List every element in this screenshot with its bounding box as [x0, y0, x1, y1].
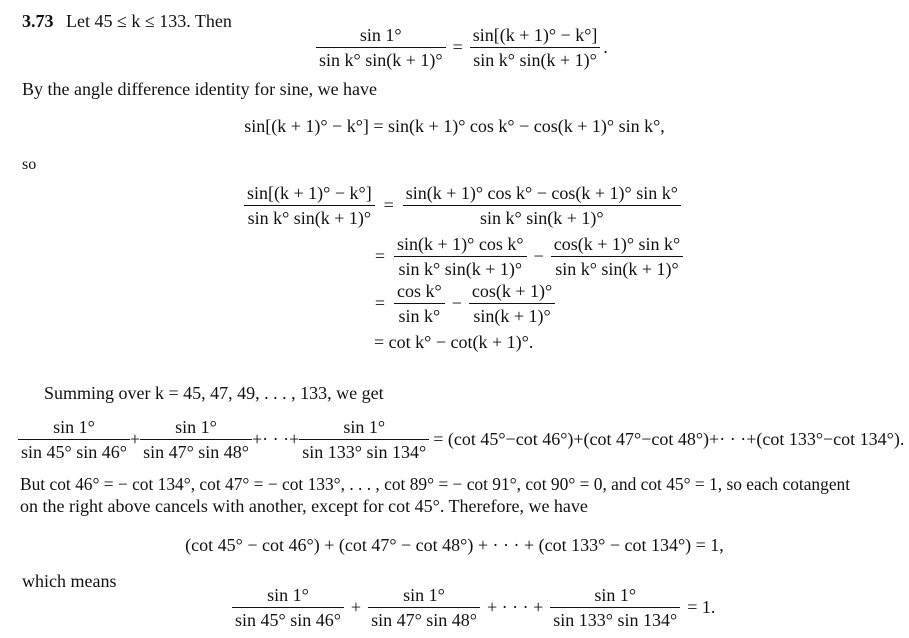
eq1-rhs-numerator: sin[(k + 1)° − k°] — [470, 25, 601, 48]
sum-t2-den: sin 47° sin 48° — [143, 442, 249, 462]
eq1-lhs-denominator: sin k° sin(k + 1)° — [319, 50, 443, 70]
chain-r1-lhs-den: sin k° sin(k + 1)° — [247, 208, 372, 228]
final-dots: + · · · + — [487, 597, 544, 617]
chain-r2-equals: = — [374, 246, 386, 266]
chain-row-1 — [241, 183, 684, 228]
chain-r2-term-a — [394, 234, 527, 279]
chain-r2-minus: − — [533, 246, 544, 266]
summing-text: Summing over k = 45, 47, 49, . . . , 133, we get — [44, 383, 384, 403]
chain-r3-term-a — [394, 281, 445, 326]
chain-r3-equals: = — [374, 293, 386, 313]
equation-1 — [313, 25, 608, 70]
eq1-period: . — [603, 37, 608, 57]
eq1-rhs-fraction — [470, 25, 601, 70]
sum-t3-num: sin 1° — [299, 417, 429, 440]
sum-term-1 — [18, 417, 130, 462]
which-means-text: which means — [22, 571, 117, 591]
final-plus: + — [350, 597, 362, 617]
sum-plus: + — [129, 429, 141, 449]
eq1-rhs-denominator: sin k° sin(k + 1)° — [473, 50, 597, 70]
chain-row-3 — [369, 281, 558, 326]
chain-r3-a-den: sin k° — [398, 306, 441, 326]
final-t2-den: sin 47° sin 48° — [371, 610, 477, 630]
chain-r1-lhs — [244, 183, 375, 228]
chain-r2-term-b — [551, 234, 684, 279]
chain-r3-b-den: sin(k + 1)° — [473, 306, 551, 326]
chain-r3-a-num: cos k° — [394, 281, 445, 304]
intro-text: Let 45 ≤ k ≤ 133. Then — [66, 11, 232, 31]
chain-row-2 — [369, 234, 686, 279]
sum-t3-den: sin 133° sin 134° — [302, 442, 427, 462]
chain-r3-b-num: cos(k + 1)° — [469, 281, 555, 304]
final-term-3 — [550, 585, 680, 630]
chain-r3-term-b — [469, 281, 555, 326]
sum-equation — [18, 417, 904, 462]
eq1-lhs-fraction — [316, 25, 446, 70]
sum-term-3 — [299, 417, 429, 462]
final-t1-den: sin 45° sin 46° — [235, 610, 341, 630]
final-term-1 — [232, 585, 344, 630]
but-text-line-2: on the right above cancels with another, except for cot 45°. Therefore, we have — [20, 496, 588, 516]
but-text-line-1: But cot 46° = − cot 134°, cot 47° = − cot 133°, . . . , cot 89° = − cot 91°, cot 90° = 0, and cot 45° = 1, so each cotangent — [20, 474, 851, 494]
equation-2: sin[(k + 1)° − k°] = sin(k + 1)° cos k° − cos(k + 1)° sin k°, — [244, 116, 665, 136]
final-t3-den: sin 133° sin 134° — [553, 610, 678, 630]
equation-final-sum: (cot 45° − cot 46°) + (cot 47° − cot 48°) + · · · + (cot 133° − cot 134°) = 1, — [185, 535, 724, 555]
sum-rhs: = (cot 45°−cot 46°)+(cot 47°−cot 48°)+· · ·+(cot 133°−cot 134°). — [433, 429, 905, 449]
sum-t2-num: sin 1° — [140, 417, 252, 440]
so-text: so — [22, 156, 37, 173]
chain-r2-b-den: sin k° sin(k + 1)° — [555, 259, 679, 279]
final-t2-num: sin 1° — [368, 585, 480, 608]
chain-r3-minus: − — [451, 293, 462, 313]
chain-r1-rhs-num: sin(k + 1)° cos k° − cos(k + 1)° sin k° — [403, 183, 681, 206]
final-t1-num: sin 1° — [232, 585, 344, 608]
chain-r1-rhs — [403, 183, 681, 228]
sum-term-2 — [140, 417, 252, 462]
problem-number: 3.73 — [22, 11, 54, 31]
chain-r2-a-den: sin k° sin(k + 1)° — [398, 259, 523, 279]
eq1-equals: = — [452, 37, 463, 57]
chain-r2-b-num: cos(k + 1)° sin k° — [551, 234, 684, 257]
chain-r1-rhs-den: sin k° sin(k + 1)° — [480, 208, 604, 228]
sum-t1-den: sin 45° sin 46° — [21, 442, 127, 462]
sum-t1-num: sin 1° — [18, 417, 130, 440]
sum-dots: +· · ·+ — [252, 429, 300, 449]
chain-r1-equals: = — [383, 195, 394, 215]
chain-r1-lhs-num: sin[(k + 1)° − k°] — [244, 183, 375, 206]
eq1-lhs-numerator: sin 1° — [316, 25, 446, 48]
final-result: = 1. — [687, 597, 716, 617]
problem-header — [22, 10, 232, 32]
final-t3-num: sin 1° — [550, 585, 680, 608]
identity-text: By the angle difference identity for sine, we have — [22, 79, 378, 99]
chain-row-4: = cot k° − cot(k + 1)°. — [374, 332, 534, 352]
final-term-2 — [368, 585, 480, 630]
final-equation — [229, 585, 719, 630]
chain-r2-a-num: sin(k + 1)° cos k° — [394, 234, 527, 257]
